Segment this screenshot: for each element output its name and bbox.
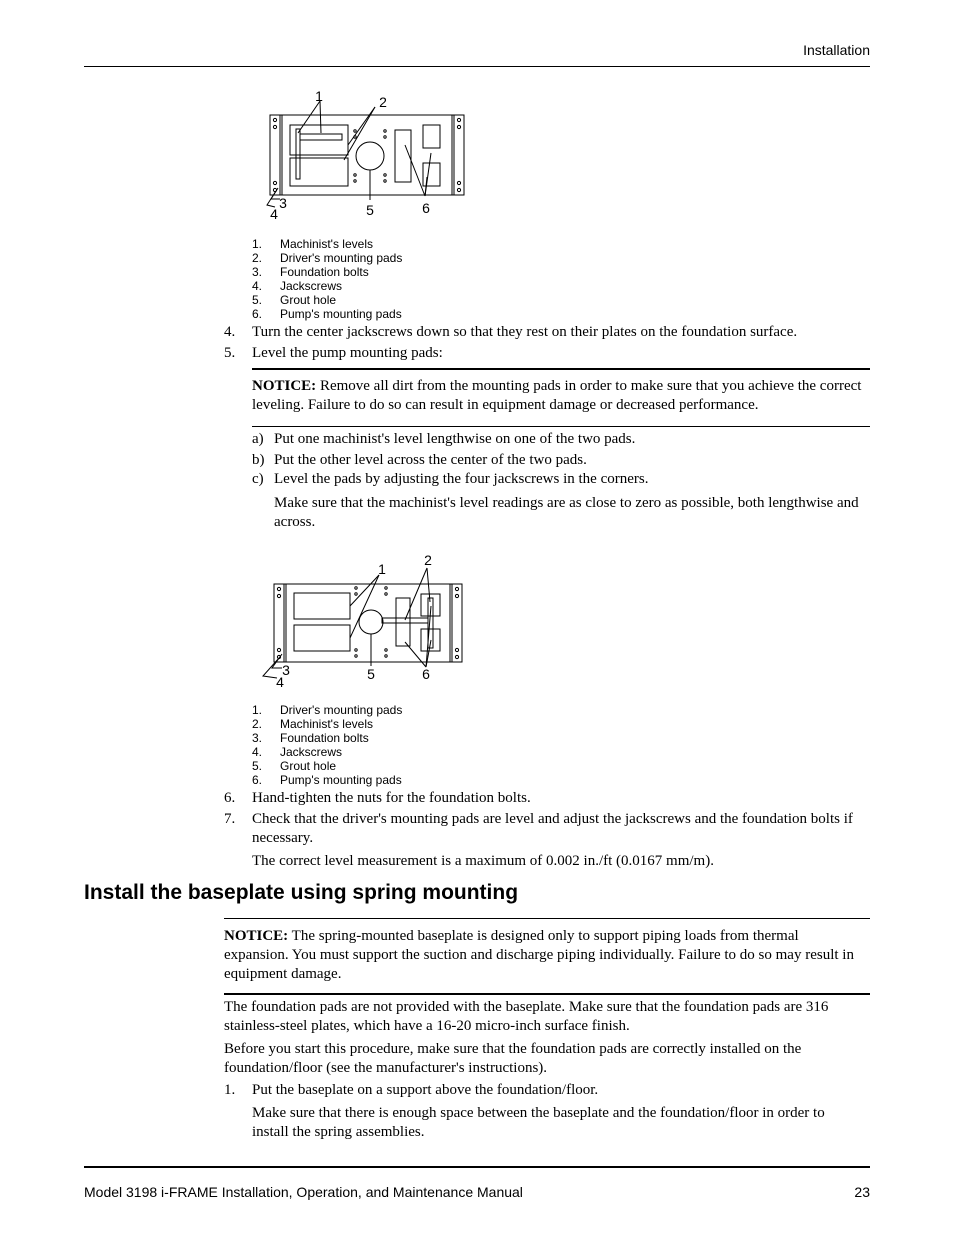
page-footer xyxy=(84,1166,870,1200)
fig1-callout-4: 4 xyxy=(270,206,278,222)
substep-item: c) Level the pads by adjusting the four jackscrews in the corners. xyxy=(252,471,649,487)
step-item: 4. Turn the center jackscrews down so that they rest on their plates on the foundation surface. xyxy=(224,324,798,340)
legend-item: 1. Driver's mounting pads xyxy=(252,703,403,717)
fig1-callout-3: 3 xyxy=(279,195,287,211)
fig2-callout-4: 4 xyxy=(276,674,284,690)
notice-1-top-rule xyxy=(252,368,870,370)
notice-1-bottom-rule xyxy=(252,426,870,427)
grout-hole xyxy=(359,610,383,634)
step-item: 7. Check that the driver's mounting pads are level and adjust the jackscrews and the foundation bolts if necessary. xyxy=(224,811,853,846)
driver-pad-bottom xyxy=(294,625,350,651)
notice-label: NOTICE: xyxy=(224,928,289,944)
figure-2-legend xyxy=(252,703,402,787)
step-1-note: Make sure that there is enough space between the baseplate and the foundation/floor in order to install the spring assemblies. xyxy=(252,1105,825,1140)
substep-item: b) Put the other level across the center of the two pads. xyxy=(252,452,587,468)
machinist-level xyxy=(300,134,342,140)
legend-item: 4. Jackscrews xyxy=(252,745,343,759)
legend-item: 5. Grout hole xyxy=(252,293,337,307)
fig2-callout-3: 3 xyxy=(282,662,290,678)
step-item: 6. Hand-tighten the nuts for the foundation bolts. xyxy=(224,790,531,806)
driver-pad-top xyxy=(294,593,350,619)
driver-pad-bottom xyxy=(290,158,348,186)
notice-text: The spring-mounted baseplate is designed only to support piping loads from thermal expansion. You must support the suction and discharge piping individually. Failure to do so may result in equipment damage. xyxy=(224,928,854,982)
legend-item: 6. Pump's mounting pads xyxy=(252,307,402,321)
machinist-level-vertical xyxy=(296,129,300,179)
steps-4-5 xyxy=(224,323,870,363)
pump-pad-center xyxy=(396,598,410,646)
substeps xyxy=(252,430,870,489)
notice-1 xyxy=(252,377,862,415)
figure-1-legend xyxy=(252,237,402,321)
figure-1-baseplate-diagram xyxy=(255,85,475,225)
step-7-note: The correct level measurement is a maximum of 0.002 in./ft (0.0167 mm/m). xyxy=(252,853,714,869)
fig1-callout-1: 1 xyxy=(315,88,323,104)
legend-item: 4. Jackscrews xyxy=(252,279,343,293)
pump-pad-center xyxy=(395,130,411,182)
steps-6-7 xyxy=(224,789,870,848)
legend-item: 3. Foundation bolts xyxy=(252,731,369,745)
step-item: 5. Level the pump mounting pads: xyxy=(224,345,443,361)
fig2-callout-1: 1 xyxy=(378,561,386,577)
grout-hole xyxy=(356,142,384,170)
fig2-callout-5: 5 xyxy=(367,666,375,682)
legend-item: 2. Machinist's levels xyxy=(252,717,373,731)
notice-text: Remove all dirt from the mounting pads in order to make sure that you achieve the correct leveling. Failure to do so can result in equipment damage or decreased performance. xyxy=(252,378,862,413)
footer-manual-title: Model 3198 i-FRAME Installation, Operation, and Maintenance Manual xyxy=(84,1184,523,1200)
notice-label: NOTICE: xyxy=(252,378,317,394)
legend-item: 5. Grout hole xyxy=(252,759,337,773)
figure-2-baseplate-diagram xyxy=(255,550,475,692)
baseplate-frame xyxy=(274,584,462,662)
paragraph-before-start: Before you start this procedure, make sure that the foundation pads are correctly installed on the foundation/floor (see the manufacturer's instructions). xyxy=(224,1041,802,1076)
substep-note: Make sure that the machinist's level readings are as close to zero as possible, both lengthwise and across. xyxy=(274,495,859,530)
fig2-callout-2: 2 xyxy=(424,552,432,568)
step-1: 1. Put the baseplate on a support above the foundation/floor. xyxy=(224,1082,599,1098)
footer-page-number: 23 xyxy=(854,1184,870,1200)
fig1-callout-2: 2 xyxy=(379,94,387,110)
substep-item: a) Put one machinist's level lengthwise on one of the two pads. xyxy=(252,431,636,447)
pump-pad-top xyxy=(423,125,440,148)
paragraph-foundation-pads: The foundation pads are not provided with the baseplate. Make sure that the foundation pads are 316 stainless-steel plates, which have a 16-20 micro-inch surface finish. xyxy=(224,999,829,1034)
fig1-callout-6: 6 xyxy=(422,200,430,216)
fig1-callout-5: 5 xyxy=(366,202,374,218)
legend-item: 1. Machinist's levels xyxy=(252,237,373,251)
notice-2-top-rule xyxy=(224,918,870,919)
section-heading: Install the baseplate using spring mounting xyxy=(84,881,519,904)
legend-item: 2. Driver's mounting pads xyxy=(252,251,403,265)
pump-pad-bottom xyxy=(423,163,440,186)
fig2-callout-6: 6 xyxy=(422,666,430,682)
page-header xyxy=(84,42,870,67)
legend-item: 3. Foundation bolts xyxy=(252,265,369,279)
notice-2 xyxy=(224,927,864,984)
legend-item: 6. Pump's mounting pads xyxy=(252,773,402,787)
header-section-title: Installation xyxy=(803,42,870,58)
notice-2-bottom-rule xyxy=(224,993,870,995)
